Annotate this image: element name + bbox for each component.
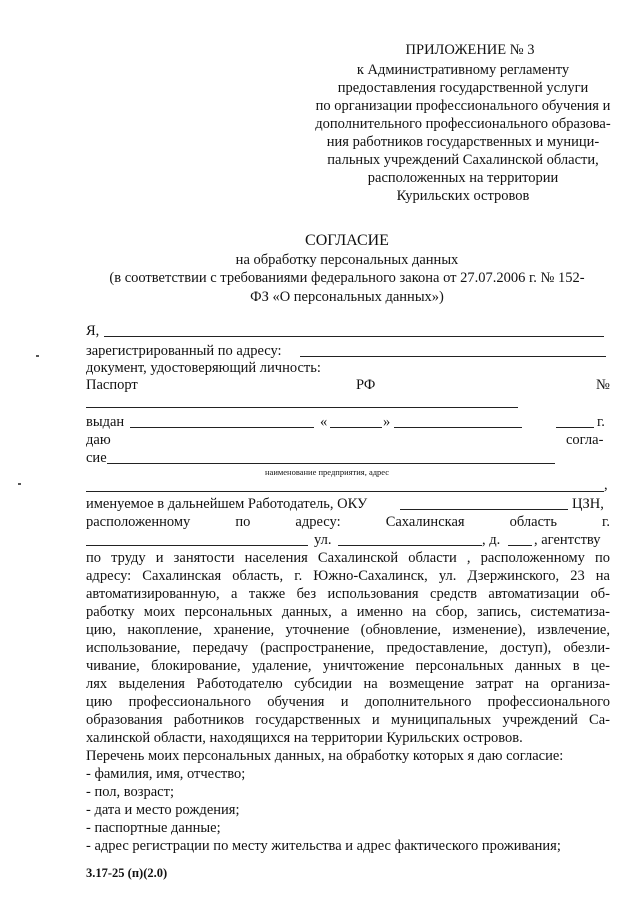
appendix-line: пальных учреждений Сахалинской области, bbox=[327, 152, 599, 168]
consent-word-part2: сие bbox=[86, 450, 107, 466]
paragraph-line: работку моих персональных данных, а именно на сбор, запись, систематиза- bbox=[86, 604, 610, 620]
paragraph-line: цию, накопление, хранение, уточнение (обновление, изменение), извлечение, bbox=[86, 622, 610, 638]
legal-basis-line: ФЗ «О персональных данных») bbox=[250, 289, 444, 305]
name-label: Я, bbox=[86, 323, 100, 339]
appendix-line: предоставления государственной услуги bbox=[337, 80, 589, 96]
located-word: Сахалинская bbox=[385, 514, 465, 530]
appendix-line: к Административному регламенту bbox=[356, 62, 570, 78]
rf-label: РФ bbox=[356, 377, 376, 393]
list-intro: Перечень моих персональных данных, на обработку которых я даю согласие: bbox=[86, 748, 564, 764]
located-word: область bbox=[509, 514, 557, 530]
appendix-heading: ПРИЛОЖЕНИЕ № 3 bbox=[405, 42, 535, 58]
name-field[interactable] bbox=[104, 336, 604, 337]
address-field[interactable] bbox=[300, 356, 606, 357]
employer-suffix: ЦЗН, bbox=[572, 496, 604, 512]
paragraph-line: халинской области, находящихся на территории Курильских островов. bbox=[86, 730, 523, 746]
issued-by-field[interactable] bbox=[130, 427, 314, 428]
employer-prefix: именуемое в дальнейшем Работодатель, ОКУ bbox=[86, 496, 368, 512]
company-hint: наименование предприятия, адрес bbox=[265, 467, 390, 477]
issue-day-field[interactable] bbox=[330, 427, 382, 428]
paragraph-line: по труду и занятости населения Сахалинской области , расположенному по bbox=[86, 550, 610, 566]
issued-label: выдан bbox=[86, 414, 125, 430]
located-line bbox=[86, 513, 610, 531]
issue-month-field[interactable] bbox=[394, 427, 522, 428]
house-label: , д. bbox=[482, 532, 501, 548]
house-field[interactable] bbox=[508, 545, 532, 546]
located-word: расположенному bbox=[86, 514, 191, 530]
list-item: - паспортные данные; bbox=[86, 820, 221, 836]
appendix-line: дополнительного профессионального образова- bbox=[315, 116, 611, 132]
issue-year-field[interactable] bbox=[556, 427, 594, 428]
give-label: даю bbox=[86, 432, 111, 448]
list-item: - фамилия, имя, отчество; bbox=[86, 766, 246, 782]
legal-basis-line: (в соответствии с требованиями федерального закона от 27.07.2006 г. № 152- bbox=[109, 270, 585, 286]
appendix-line: по организации профессионального обучения и bbox=[315, 98, 611, 114]
located-word: адресу: bbox=[295, 514, 341, 530]
agency-label: , агентству bbox=[534, 532, 601, 548]
number-sign: № bbox=[596, 377, 610, 393]
city-field[interactable] bbox=[86, 545, 308, 546]
scan-mark bbox=[36, 355, 39, 357]
list-item: - пол, возраст; bbox=[86, 784, 174, 800]
quote-open: « bbox=[320, 414, 328, 430]
paragraph-line: цию профессионального обучения и дополнительного профессионального bbox=[86, 694, 610, 710]
paragraph-line: адресу: Сахалинская область, г. Южно-Сахалинск, ул. Дзержинского, 23 на bbox=[86, 568, 610, 584]
street-field[interactable] bbox=[338, 545, 482, 546]
document-title: СОГЛАСИЕ bbox=[305, 232, 389, 249]
company-field[interactable] bbox=[107, 463, 555, 464]
consent-word-part1: согла- bbox=[566, 432, 604, 448]
appendix-line: расположенных на территории bbox=[367, 170, 559, 186]
located-word: по bbox=[235, 514, 251, 530]
appendix-line: ния работников государственных и муници- bbox=[326, 134, 600, 150]
comma: , bbox=[604, 477, 608, 493]
street-label: ул. bbox=[314, 532, 332, 548]
list-item: - дата и место рождения; bbox=[86, 802, 240, 818]
scan-mark bbox=[18, 483, 21, 485]
paragraph-line: чивание, блокирование, удаление, уничтожение персональных данных в це- bbox=[86, 658, 610, 674]
passport-label: Паспорт bbox=[86, 377, 138, 393]
paragraph-line: лях выделения Работодателю субсидии на возмещение затрат на организа- bbox=[86, 676, 610, 692]
list-item: - адрес регистрации по месту жительства и адрес фактического проживания; bbox=[86, 838, 561, 854]
paragraph-line: автоматизированную, а также без использования средств автоматизации об- bbox=[86, 586, 610, 602]
address-label: зарегистрированный по адресу: bbox=[86, 343, 282, 359]
identity-document-label: документ, удостоверяющий личность: bbox=[86, 360, 321, 376]
footer-code: 3.17-25 (п)(2.0) bbox=[86, 866, 168, 880]
quote-close: » bbox=[383, 414, 391, 430]
employer-center-field[interactable] bbox=[400, 509, 568, 510]
document-subtitle: на обработку персональных данных bbox=[235, 252, 459, 268]
appendix-line: Курильских островов bbox=[396, 188, 530, 204]
passport-number-field[interactable] bbox=[86, 407, 518, 408]
paragraph-line: использование, передачу (распространение, предоставление, доступ), обезли- bbox=[86, 640, 610, 656]
year-suffix: г. bbox=[597, 414, 605, 430]
located-word: г. bbox=[602, 514, 610, 530]
paragraph-line: образования работников государственных и муниципальных учреждений Са- bbox=[86, 712, 610, 728]
company-address-field[interactable] bbox=[86, 491, 604, 492]
